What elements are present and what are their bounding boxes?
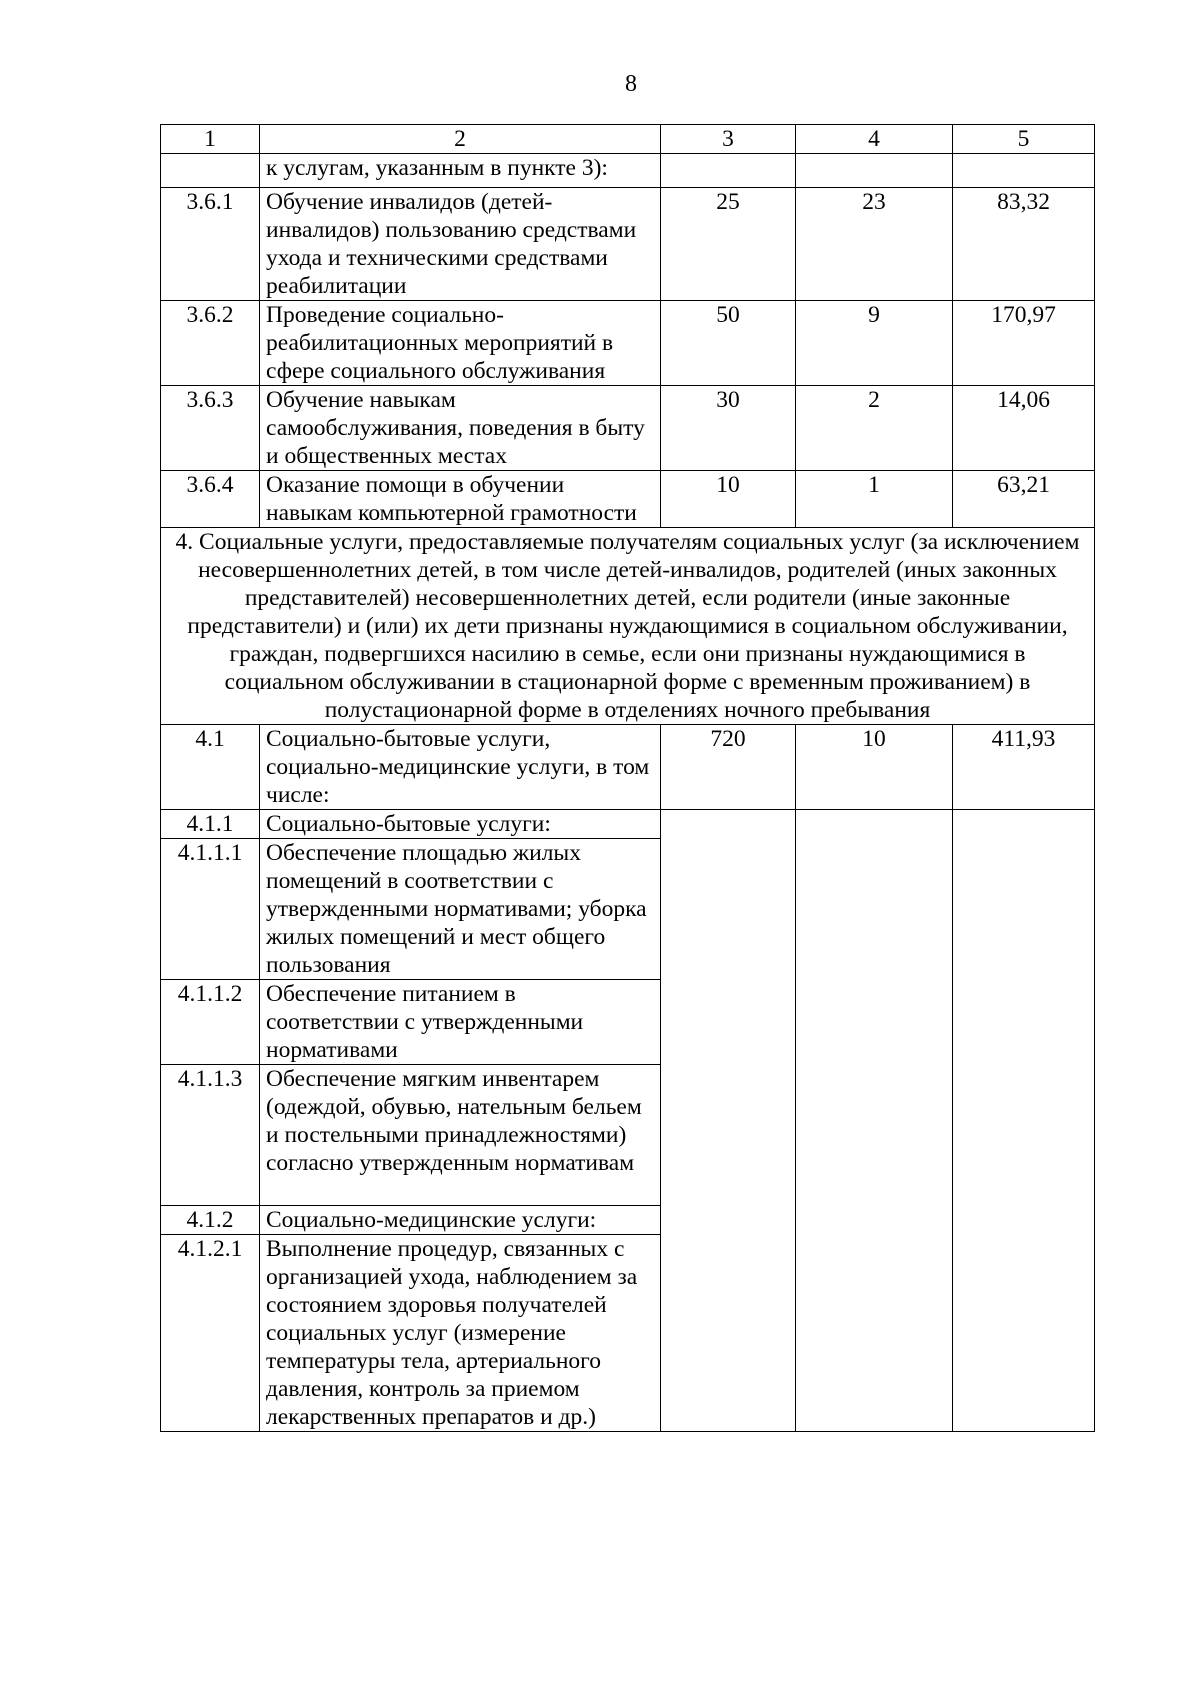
merged-empty-col3 (661, 810, 796, 1432)
row-name: Обеспечение мягким инвентарем (одеждой, обувью, нательным бельем и постельными принадлежностями) согласно утвержденным нормативам (260, 1065, 661, 1206)
row-number: 4.1 (161, 725, 260, 810)
row-value-col4: 23 (796, 188, 953, 301)
row-value-col5 (953, 154, 1095, 188)
row-name: Социально-бытовые услуги, социально-медицинские услуги, в том числе: (260, 725, 661, 810)
column-header-1: 1 (161, 125, 260, 154)
table-row (161, 188, 1095, 301)
column-header-3: 3 (661, 125, 796, 154)
row-name: Обучение инвалидов (детей-инвалидов) пользованию средствами ухода и техническими средствами реабилитации (260, 188, 661, 301)
row-name: Социально-бытовые услуги: (260, 810, 661, 839)
row-number: 4.1.2.1 (161, 1235, 260, 1432)
row-name: Проведение социально-реабилитационных мероприятий в сфере социального обслуживания (260, 301, 661, 386)
row-number: 4.1.1.2 (161, 980, 260, 1065)
table-header-row (161, 125, 1095, 154)
row-value-col4: 2 (796, 386, 953, 471)
row-value-col4: 10 (796, 725, 953, 810)
row-value-col3 (661, 154, 796, 188)
page-number: 8 (625, 71, 637, 97)
row-value-col3: 25 (661, 188, 796, 301)
row-number: 3.6.2 (161, 301, 260, 386)
table-row (161, 154, 1095, 188)
column-header-5: 5 (953, 125, 1095, 154)
row-value-col5: 170,97 (953, 301, 1095, 386)
row-name: Обеспечение питанием в соответствии с утвержденными нормативами (260, 980, 661, 1065)
row-number (161, 154, 260, 188)
row-value-col3: 30 (661, 386, 796, 471)
row-value-col3: 50 (661, 301, 796, 386)
row-number: 4.1.1.3 (161, 1065, 260, 1206)
row-value-col5: 411,93 (953, 725, 1095, 810)
column-header-2: 2 (260, 125, 661, 154)
section-header-row (161, 528, 1095, 725)
merged-empty-col4 (796, 810, 953, 1432)
table-row (161, 471, 1095, 528)
row-number: 3.6.1 (161, 188, 260, 301)
services-table (160, 124, 1095, 1432)
row-number: 4.1.1 (161, 810, 260, 839)
row-number: 4.1.2 (161, 1206, 260, 1235)
row-number: 4.1.1.1 (161, 839, 260, 980)
row-value-col4: 1 (796, 471, 953, 528)
row-name: Обеспечение площадью жилых помещений в соответствии с утвержденными нормативами; уборка жилых помещений и мест общего пользования (260, 839, 661, 980)
row-name: Социально-медицинские услуги: (260, 1206, 661, 1235)
table-row (161, 386, 1095, 471)
row-value-col3: 720 (661, 725, 796, 810)
row-value-col5: 83,32 (953, 188, 1095, 301)
row-value-col3: 10 (661, 471, 796, 528)
table-row (161, 301, 1095, 386)
row-value-col4 (796, 154, 953, 188)
row-number: 3.6.3 (161, 386, 260, 471)
row-name: Оказание помощи в обучении навыкам компьютерной грамотности (260, 471, 661, 528)
row-name: Обучение навыкам самообслуживания, поведения в быту и общественных местах (260, 386, 661, 471)
row-value-col5: 63,21 (953, 471, 1095, 528)
section-4-title: 4. Социальные услуги, предоставляемые получателям социальных услуг (за исключением несовершеннолетних детей, в том числе детей-инвалидов, родителей (иных законных представителей) несовершеннолетних детей, если родители (иные законные представители) и (или) их дети признаны нуждающимися в социальном обслуживании, граждан, подвергшихся насилию в семье, если они признаны нуждающимися в социальном обслуживании в стационарной форме с временным проживанием) в полустационарной форме в отделениях ночного пребывания (161, 528, 1095, 725)
table-row (161, 725, 1095, 810)
row-name: к услугам, указанным в пункте 3): (260, 154, 661, 188)
row-name: Выполнение процедур, связанных с организацией ухода, наблюдением за состоянием здоровья получателей социальных услуг (измерение температуры тела, артериального давления, контроль за приемом лекарственных препаратов и др.) (260, 1235, 661, 1432)
row-value-col5: 14,06 (953, 386, 1095, 471)
merged-empty-col5 (953, 810, 1095, 1432)
column-header-4: 4 (796, 125, 953, 154)
row-number: 3.6.4 (161, 471, 260, 528)
row-value-col4: 9 (796, 301, 953, 386)
table-row (161, 810, 1095, 839)
